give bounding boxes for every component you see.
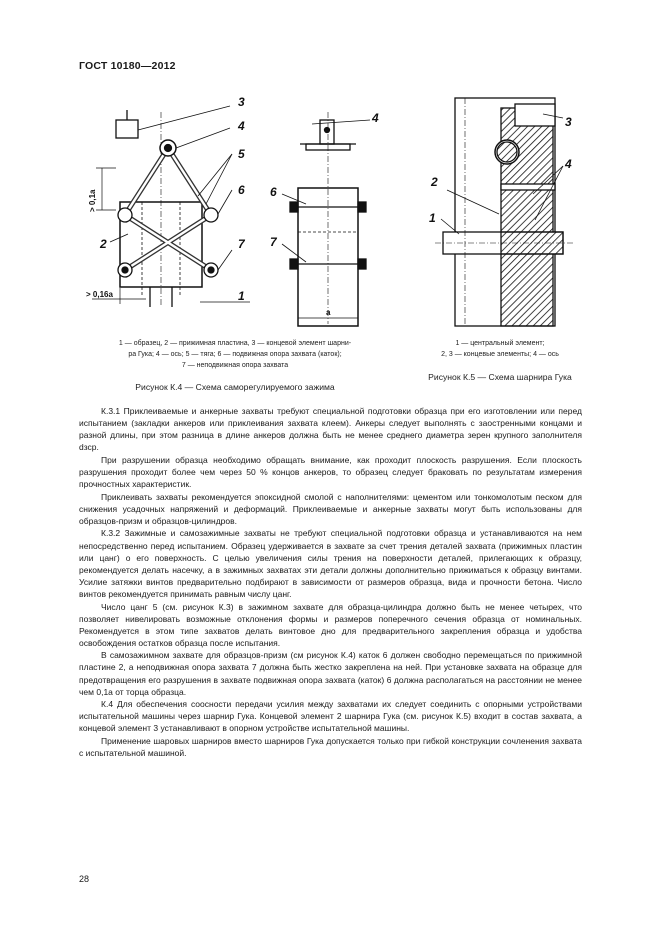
fig-k5-label-3: 3 [565,115,572,129]
paragraph: Приклеивать захваты рекомендуется эпоксидной смолой с наполнителями: цементом или тонкомолотым песком для снижения усадочных напряжений и деформаций. Приклеиваемые и анкерные захваты могут быть использованы для образцов-призм и образцов-цилиндров. [79,491,582,526]
fig-k4-legend-line: ра Гука; 4 — ось; 5 — тяга; 6 — подвижная опора захвата (каток); [128,351,342,358]
fig-k5-label-4: 4 [565,157,572,171]
figure-k4-title: Рисунок К.4 — Схема саморегулируемого зажима [135,382,335,392]
figure-k5-title: Рисунок К.5 — Схема шарнира Гука [428,372,572,382]
fig-k4-label-2: 2 [100,237,107,251]
paragraph: К.3.1 Приклеиваемые и анкерные захваты требуют специальной подготовки образца при его изготовлении или перед испытанием (закладки анкеров или приклеивания захвата клеем). Анкеры следует выполнять с заостренными концами и разной длины, при этом разница в длине анкеров должна быть не менее среднего диаметра зерен крупного заполнителя dзср. [79,406,582,453]
fig-k4-dim-width: a [326,308,331,317]
figure-k4-drawing [80,92,390,332]
fig-k5-label-1: 1 [429,211,436,225]
fig-k4-label-1: 1 [238,289,245,303]
fig-k4-label-6: 6 [238,183,245,197]
fig-k4-dim-vertical: > 0,1a [88,189,97,212]
fig-k4-label-7: 7 [238,237,245,251]
fig-k4-legend-line: 7 — неподвижная опора захвата [181,362,289,369]
fig-k4-side-label-4: 4 [372,111,379,125]
fig-k4-legend-line: 1 — образец, 2 — прижимная пластина, 3 — концевой элемент шарни- [118,340,352,347]
fig-k5-legend-line: 2, 3 — концевые элементы; 4 — ось [441,351,559,358]
paragraph: Применение шаровых шарниров вместо шарниров Гука допускается только при гибкой конструкции сочленения захвата с испытательной машиной. [79,736,582,759]
fig-k4-label-5: 5 [238,147,245,161]
figure-k5-drawing [425,94,585,329]
fig-k5-legend-line: 1 — центральный элемент; [455,340,545,347]
paragraph: В самозажимном захвате для образцов-призм (см рисунок К.4) каток 6 должен свободно перемещаться по прижимной пластине 2, а неподвижная опора захвата 7 должна быть жестко закреплена на ней. При установке захвата на образце для предотвращения его разрушения в захвате подвижная опора захвата (каток) 6 должна располагаться на расстоянии не менее чем 0,1a от торца образца. [79,650,582,697]
fig-k4-label-3: 3 [238,95,245,109]
paragraph: К.4 Для обеспечения соосности передачи усилия между захватами их следует соединить с опорными устройствами испытательной машины через шарнир Гука. Концевой элемент 2 шарнира Гука (см. рисунок К.5) входит в состав захвата, а концевой элемент 3 устанавливают в опорном устройстве испытательной машины. [79,699,582,734]
paragraph: При разрушении образца необходимо обращать внимание, как проходит плоскость разрушения. Если плоскость разрушения проходит более чем через 50 % концов анкеров, то образец следует браковать по результатам измерения прочностных характеристик. [79,454,582,490]
page-number: 28 [79,874,90,884]
fig-k4-label-4: 4 [238,119,245,133]
fig-k5-label-2: 2 [431,175,438,189]
fig-k4-side-label-6: 6 [270,185,277,199]
body-text [79,405,582,760]
figure-k4-legend [80,338,390,371]
paragraph: К.3.2 Зажимные и самозажимные захваты не требуют специальной подготовки образца и устанавливаются на нем непосредственно перед испытанием. Образец удерживается в захвате за счет трения деталей захвата (прижимных пластин или цанг) о его поверхность. С целью увеличения силы трения на поверхности деталей, прилегающих к образцу, рекомендуется делать насечку, а в зажимных захватах эти детали должны дополнительно прижиматься к образцу винтами. Усилие затяжки винтов предварительно подбирают в зависимости от размеров образца, вида и прочности бетона. Число винтов рекомендуется принимать равным числу цанг. [79,528,582,599]
paragraph: Число цанг 5 (см. рисунок К.3) в зажимном захвате для образца-цилиндра должно быть не менее четырех, что позволяет нивелировать возможные отклонения формы и размеров поперечного сечения образца от номинальных. Рекомендуется в этом типе захватов делать винтовое дно для предварительного закрепления образца и удобства освобождения остатков образца после испытания. [79,601,582,648]
document-header: ГОСТ 10180—2012 [79,60,176,72]
figure-k5-legend [405,338,595,360]
fig-k4-side-label-7: 7 [270,235,277,249]
fig-k4-dim-horizontal: > 0,16a [86,290,113,299]
